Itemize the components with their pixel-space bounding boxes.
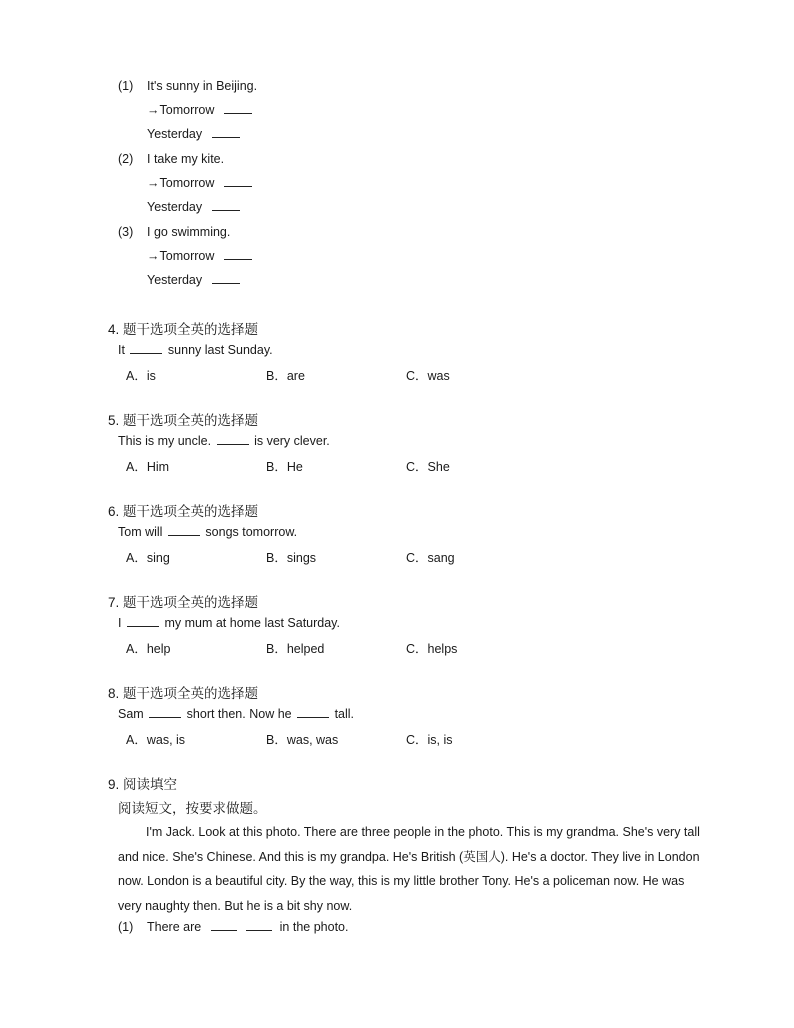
stem-text: songs tomorrow. [205, 525, 298, 539]
answer-blank[interactable] [149, 707, 181, 718]
answer-blank[interactable] [246, 920, 272, 931]
option-a[interactable]: A．Him [126, 460, 170, 474]
stem-text: sunny last Sunday. [167, 343, 273, 357]
reading-passage: I'm Jack. Look at this photo. There are three people in the photo. This is my grandma. She's very tall and nice. She's Chinese. And this is my grandpa. He's British (英国人). He's a doctor. They live in London now. London is a beautiful city. By the way, this is my little brother Tony. He's a policeman now. He was very naughty then. But he is a bit shy now. [118, 825, 700, 913]
tomorrow-label: →Tomorrow [147, 103, 215, 117]
item-3-sentence: I go swimming. [147, 225, 231, 239]
question-7-stem [118, 616, 340, 630]
stem-text: short then. Now he [186, 707, 292, 721]
option-c[interactable]: C．helps [406, 642, 458, 656]
item-1-yesterday [147, 127, 240, 141]
option-c[interactable]: C．is, is [406, 733, 453, 747]
question-4-stem [118, 343, 273, 357]
item-3-tomorrow [147, 249, 252, 263]
stem-text: This is my uncle. [118, 434, 212, 448]
stem-text: is very clever. [254, 434, 330, 448]
item-3-number: (3) [118, 225, 134, 239]
yesterday-label: Yesterday [147, 200, 203, 214]
answer-blank[interactable] [211, 920, 237, 931]
question-9-title: 9. 阅读填空 [108, 777, 178, 792]
option-c[interactable]: C．She [406, 460, 450, 474]
option-c[interactable]: C．was [406, 369, 450, 383]
stem-text: I [118, 616, 122, 630]
stem-text: in the photo. [279, 920, 349, 934]
question-5-title: 5. 题干选项全英的选择题 [108, 413, 259, 428]
option-b[interactable]: B．sings [266, 551, 317, 565]
item-2-yesterday [147, 200, 240, 214]
question-6-title: 6. 题干选项全英的选择题 [108, 504, 259, 519]
stem-text: There are [147, 920, 202, 934]
question-8-title: 8. 题干选项全英的选择题 [108, 686, 259, 701]
answer-blank[interactable] [212, 200, 240, 211]
item-2-tomorrow [147, 176, 252, 190]
stem-text: Sam [118, 707, 144, 721]
answer-blank[interactable] [130, 343, 162, 354]
option-b[interactable]: B．He [266, 460, 303, 474]
answer-blank[interactable] [212, 273, 240, 284]
option-a[interactable]: A．is [126, 369, 156, 383]
answer-blank[interactable] [297, 707, 329, 718]
question-8-stem [118, 707, 354, 721]
option-a[interactable]: A．sing [126, 551, 170, 565]
answer-blank[interactable] [212, 127, 240, 138]
question-7-title: 7. 题干选项全英的选择题 [108, 595, 259, 610]
item-1-number: (1) [118, 79, 134, 93]
option-b[interactable]: B．was, was [266, 733, 339, 747]
item-1-tomorrow [147, 103, 252, 117]
option-c[interactable]: C．sang [406, 551, 455, 565]
item-1-sentence: It's sunny in Beijing. [147, 79, 258, 93]
question-5-stem [118, 434, 330, 448]
answer-blank[interactable] [224, 176, 252, 187]
option-a[interactable]: A．help [126, 642, 171, 656]
answer-blank[interactable] [224, 249, 252, 260]
stem-text: tall. [334, 707, 355, 721]
q9-sub1-line [147, 920, 348, 934]
question-9-instruction: 阅读短文，按要求做题。 [118, 801, 267, 816]
option-b[interactable]: B．are [266, 369, 305, 383]
yesterday-label: Yesterday [147, 127, 203, 141]
question-6-stem [118, 525, 297, 539]
answer-blank[interactable] [168, 525, 200, 536]
stem-text: Tom will [118, 525, 163, 539]
tomorrow-label: →Tomorrow [147, 176, 215, 190]
item-2-number: (2) [118, 152, 134, 166]
stem-text: my mum at home last Saturday. [164, 616, 340, 630]
yesterday-label: Yesterday [147, 273, 203, 287]
question-4-title: 4. 题干选项全英的选择题 [108, 322, 259, 337]
item-3-yesterday [147, 273, 240, 287]
q9-sub1-number: (1) [118, 920, 134, 934]
answer-blank[interactable] [127, 616, 159, 627]
stem-text: It [118, 343, 125, 357]
answer-blank[interactable] [217, 434, 249, 445]
answer-blank[interactable] [224, 103, 252, 114]
tomorrow-label: →Tomorrow [147, 249, 215, 263]
option-a[interactable]: A．was, is [126, 733, 186, 747]
item-2-sentence: I take my kite. [147, 152, 225, 166]
option-b[interactable]: B．helped [266, 642, 325, 656]
